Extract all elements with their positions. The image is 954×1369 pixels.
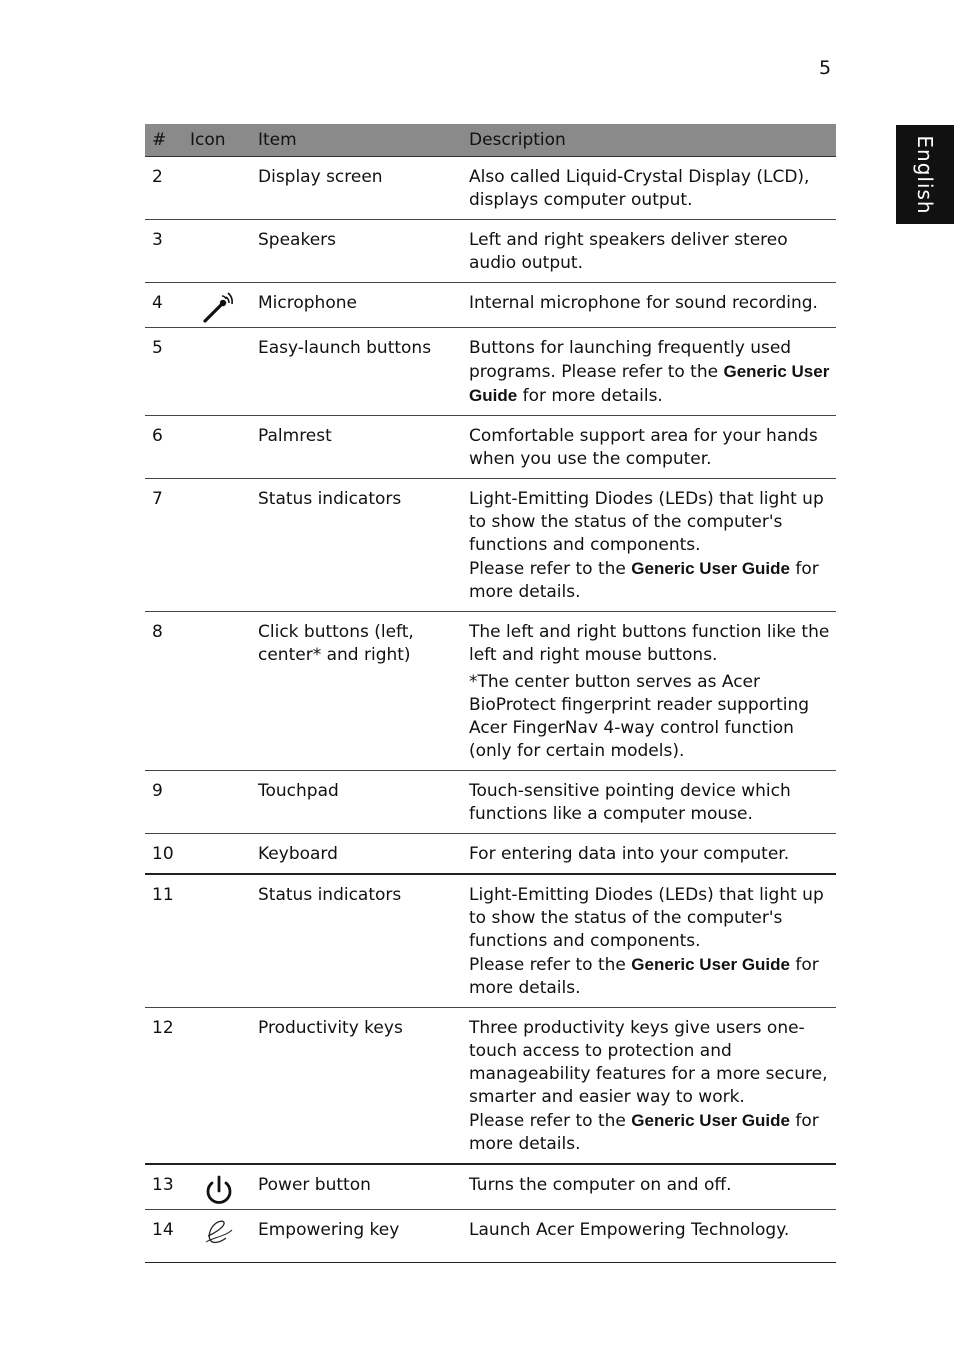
header-description: Description [462,124,836,157]
row-number: 9 [145,771,186,834]
power-icon [201,1169,237,1209]
row-item: Click buttons (left, center* and right) [251,612,462,771]
description-text: Light-Emitting Diodes (LEDs) that light up to show the status of the computer's functions and components. [469,885,824,951]
description-text: Launch Acer Empowering Technology. [469,1220,790,1240]
table-row [145,834,836,875]
page-number: 5 [818,57,832,79]
description-text: The left and right buttons function like the left and right mouse buttons. [469,622,830,665]
description-text: Buttons for launching frequently used programs. Please refer to the [469,338,792,382]
table-row [145,771,836,834]
row-description [462,283,836,328]
row-number: 2 [145,157,186,220]
row-icon [186,1008,251,1165]
guide-reference: Generic User Guide [631,1111,790,1130]
row-item: Power button [251,1164,462,1210]
row-item: Speakers [251,220,462,283]
row-number: 11 [145,874,186,1008]
row-description [462,1210,836,1263]
row-item: Status indicators [251,874,462,1008]
row-number: 8 [145,612,186,771]
row-item: Microphone [251,283,462,328]
guide-reference: Generic User Guide [631,559,790,578]
description-text: Internal microphone for sound recording. [469,293,818,313]
row-number: 10 [145,834,186,875]
description-text: Touch-sensitive pointing device which functions like a computer mouse. [469,781,791,824]
description-reference-line [469,953,830,1000]
row-icon [186,416,251,479]
microphone-icon [199,287,239,327]
row-number: 12 [145,1008,186,1165]
row-item: Keyboard [251,834,462,875]
row-item: Palmrest [251,416,462,479]
row-number: 13 [145,1164,186,1210]
description-text: Three productivity keys give users one-touch access to protection and manageability features for a more secure, smarter and easier way to work. [469,1018,828,1107]
guide-reference: Generic User Guide [469,362,830,405]
table-row [145,874,836,1008]
row-item: Productivity keys [251,1008,462,1165]
row-description [462,834,836,875]
row-description [462,416,836,479]
table-header-row [145,124,836,157]
table-row [145,479,836,612]
row-icon [186,220,251,283]
row-description [462,1008,836,1165]
row-item: Empowering key [251,1210,462,1263]
row-number: 14 [145,1210,186,1263]
row-icon [186,771,251,834]
row-icon [186,874,251,1008]
header-icon: Icon [186,124,251,157]
description-text: Please refer to the [469,955,626,975]
row-icon [186,157,251,220]
row-number: 6 [145,416,186,479]
description-text: Please refer to the [469,1111,626,1131]
table-row [145,328,836,416]
table-row [145,283,836,328]
description-text: Light-Emitting Diodes (LEDs) that light up to show the status of the computer's functions and components. [469,489,824,555]
table-row [145,220,836,283]
component-table [145,124,836,1263]
row-icon [186,283,251,328]
row-number: 3 [145,220,186,283]
description-text: for more details. [469,559,819,602]
row-item: Status indicators [251,479,462,612]
row-description [462,157,836,220]
row-description [462,1164,836,1210]
row-number: 4 [145,283,186,328]
description-text: Left and right speakers deliver stereo audio output. [469,230,788,273]
description-note: *The center button serves as Acer BioProtect fingerprint reader supporting Acer FingerNav 4-way control function (only for certain models). [469,672,810,761]
table-row [145,1210,836,1263]
row-description [462,771,836,834]
row-description [462,328,836,416]
description-text: Turns the computer on and off. [469,1175,732,1195]
guide-reference: Generic User Guide [631,955,790,974]
row-description [462,220,836,283]
table-row [145,612,836,771]
row-item: Easy-launch buttons [251,328,462,416]
description-text: Please refer to the [469,559,626,579]
header-item: Item [251,124,462,157]
row-icon [186,479,251,612]
row-icon [186,834,251,875]
description-text: For entering data into your computer. [469,844,790,864]
row-description [462,874,836,1008]
table-row [145,157,836,220]
language-tab [896,125,954,224]
table-row [145,1008,836,1165]
row-item: Display screen [251,157,462,220]
row-item: Touchpad [251,771,462,834]
row-number: 7 [145,479,186,612]
description-reference-line [469,1109,830,1156]
description-text: Comfortable support area for your hands when you use the computer. [469,426,818,469]
header-number: # [145,124,186,157]
row-description [462,479,836,612]
row-number: 5 [145,328,186,416]
row-icon [186,328,251,416]
description-text: for more details. [469,955,819,998]
table-row [145,1164,836,1210]
row-icon [186,1164,251,1210]
description-text: for more details. [522,386,663,406]
language-tab-label: English [913,134,937,215]
empowering-key-icon [201,1214,237,1250]
row-description [462,612,836,771]
description-text: Also called Liquid-Crystal Display (LCD), displays computer output. [469,167,810,210]
row-icon [186,1210,251,1263]
description-reference-line [469,557,830,604]
row-icon [186,612,251,771]
description-text: for more details. [469,1111,819,1154]
table-row [145,416,836,479]
description-text [469,337,830,408]
